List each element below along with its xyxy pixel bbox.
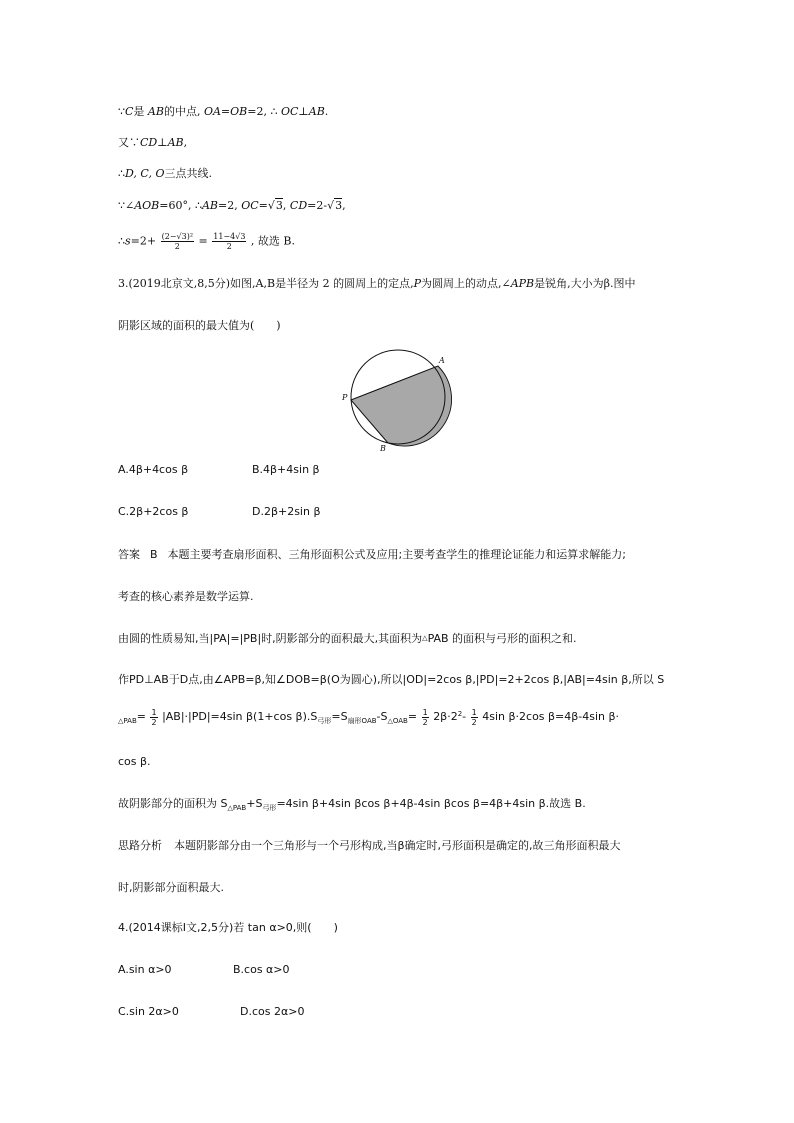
answer-key: B <box>150 548 158 561</box>
q4-option-b: B.cos α>0 <box>233 963 290 976</box>
fraction: $\frac{\text{(2−√3)²}}{2}$ <box>161 232 194 251</box>
q3-answer-line: 答案 B 本题主要考查扇形面积、三角形面积公式及应用;主要考查学生的推理论证能力和运算求解能力; <box>118 548 626 561</box>
q3-idea-line-1: 思路分析 本题阴影部分由一个三角形与一个弓形构成,当β确定时,弓形面积是确定的,故三角形面积最大 <box>118 839 621 852</box>
q3-stem-line-2: 阴影区域的面积的最大值为( ) <box>118 319 281 332</box>
fraction: $\frac{11-4√3}{2}$ <box>213 232 246 251</box>
q4-option-c: C.sin 2α>0 <box>118 1005 179 1018</box>
shaded-region <box>351 366 452 446</box>
q3-solution-line-2: 作PD⊥AB于D点,由∠APB=β,知∠DOB=β(O为圆心),所以|OD|=2cos β,|PD|=2+2cos β,|AB|=4sin β,所以 S <box>118 673 665 686</box>
q4-option-d: D.cos 2α>0 <box>240 1005 305 1018</box>
prev-solution-line-5: ∴s=2+ $\frac{\text{(2−√3)²}}{2}$ = $\frac{11-4√3}{2}$ , 故选 B. <box>118 232 295 251</box>
label-b: B <box>380 444 386 453</box>
q3-idea-line-2: 时,阴影部分面积最大. <box>118 881 224 894</box>
prev-solution-line-2: 又∵CD⊥AB, <box>118 136 188 149</box>
idea-label: 思路分析 <box>118 839 162 852</box>
circle-figure <box>338 340 458 455</box>
answer-label: 答案 <box>118 548 140 561</box>
q3-solution-line-1: 由圆的性质易知,当|PA|=|PB|时,阴影部分的面积最大,其面积为△PAB 的面积与弓形的面积之和. <box>118 632 577 645</box>
label-p: P <box>342 393 348 402</box>
q3-answer-line-2: 考查的核心素养是数学运算. <box>118 590 254 603</box>
q4-stem: 4.(2014课标Ⅰ文,2,5分)若 tan α>0,则( ) <box>118 921 338 934</box>
q3-solution-line-4: cos β. <box>118 755 151 768</box>
q4-option-a: A.sin α>0 <box>118 963 172 976</box>
q3-option-c: C.2β+2cos β <box>118 505 189 518</box>
fraction-half: $\frac{1}{2}$ <box>151 707 157 727</box>
q3-solution-line-3: $_{\triangle PAB}$= $\frac{1}{2}$ |AB|·|PD|=4sin β(1+cos $\beta).S_{弓形}=S_{扇形OAB}-S_{\triangle OAB}=$ $\frac{1}{2}$ $2\beta\cdot 2^2-$ $\frac{1}{2}$ 4sin β·2cos β=4β-4sin β· <box>118 707 620 727</box>
q3-option-d: D.2β+2sin β <box>252 505 321 518</box>
fraction-half: $\frac{1}{2}$ <box>471 707 477 727</box>
q3-stem-line-1: 3.(2019北京文,8,5分)如图,A,B是半径为 2 的圆周上的定点,P为圆周上的动点,∠APB是锐角,大小为β.图中 <box>118 277 636 290</box>
label-a: A <box>439 356 445 365</box>
fraction-half: $\frac{1}{2}$ <box>422 707 428 727</box>
q3-solution-line-5: 故阴影部分的面积为 $S_{\triangle PAB}+S_{弓形}=4\sin$ β+4sin βcos β+4β-4sin βcos β=4β+4sin β.故选 B. <box>118 797 586 812</box>
q3-option-a: A.4β+4cos β <box>118 463 189 476</box>
prev-solution-line-1: ∵C是 AB的中点, OA=OB=2, ∴ OC⊥AB. <box>118 105 329 118</box>
q3-option-b: B.4β+4sin β <box>252 463 320 476</box>
prev-solution-line-3: ∴D, C, O三点共线. <box>118 167 212 180</box>
prev-solution-line-4: ∵∠AOB=60°, ∴AB=2, OC=√3, CD=2-√3, <box>118 199 346 212</box>
